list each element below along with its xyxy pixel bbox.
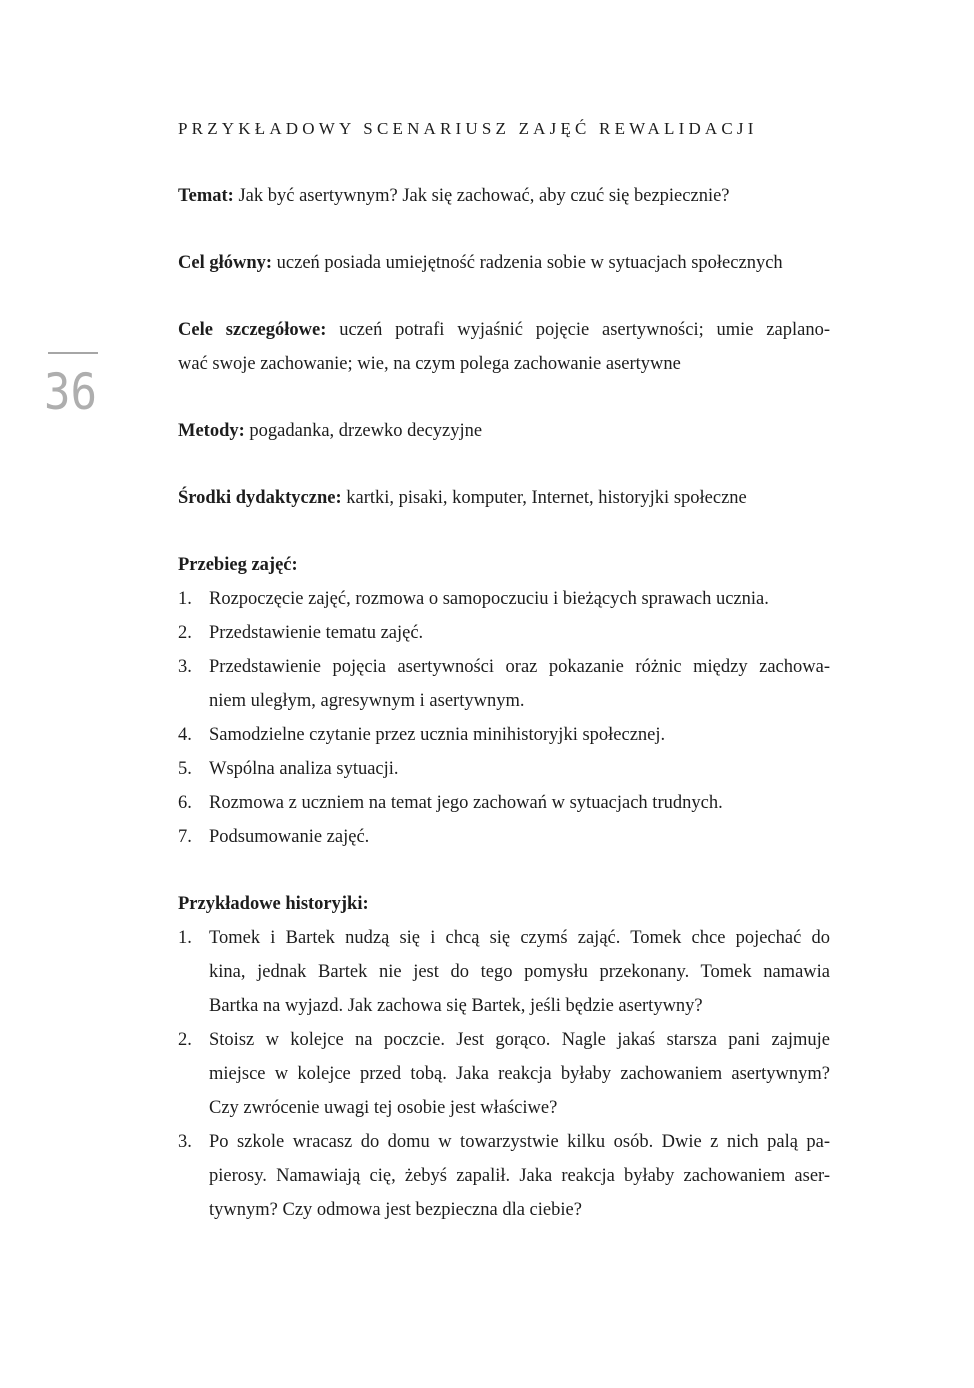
- section-srodki-dydaktyczne: [178, 481, 830, 515]
- list-item-line: pierosy. Namawiają cię, żebyś zapalił. Jaka reakcja byłaby zachowaniem aser-: [209, 1166, 830, 1186]
- list-item: [178, 820, 830, 854]
- list-item-number: 3.: [178, 1132, 192, 1152]
- list-item-line: Tomek i Bartek nudzą się i chcą się czymś zająć. Tomek chce pojechać do: [209, 928, 830, 948]
- section-przykladowe-historyjki: [178, 887, 830, 1227]
- list-item: [178, 1023, 830, 1125]
- list-item: [178, 752, 830, 786]
- list-item: [178, 786, 830, 820]
- folio: [44, 352, 114, 421]
- paragraph-line: Środki dydaktyczne: kartki, pisaki, komputer, Internet, historyjki społeczne: [178, 488, 747, 508]
- list-item-line: Podsumowanie zajęć.: [209, 827, 370, 847]
- list-item-number: 1.: [178, 928, 192, 948]
- list-item-number: 6.: [178, 793, 192, 813]
- list-item-number: 2.: [178, 1030, 192, 1050]
- paragraph-line: Metody: pogadanka, drzewko decyzyjne: [178, 421, 483, 441]
- list-item-line: kina, jednak Bartek nie jest do tego pomysłu przekonany. Tomek namawia: [209, 962, 830, 982]
- section-przebieg-zajec: [178, 548, 830, 854]
- page-number: 36: [44, 363, 97, 421]
- section-label: Środki dydaktyczne:: [178, 488, 342, 508]
- section-label: Temat:: [178, 186, 234, 206]
- section-label: Metody:: [178, 421, 245, 441]
- list-item-number: 3.: [178, 657, 192, 677]
- section-cele-szczegolowe: [178, 313, 830, 381]
- section-label: Cel główny:: [178, 253, 273, 273]
- numbered-list: [178, 582, 830, 854]
- paragraph-line: Cel główny: uczeń posiada umiejętność radzenia sobie w sytuacjach społecznych: [178, 253, 783, 273]
- list-item-line: Rozmowa z uczniem na temat jego zachowań w sytuacjach trudnych.: [209, 793, 723, 813]
- list-item-line: Samodzielne czytanie przez ucznia minihistoryjki społecznej.: [209, 725, 666, 745]
- list-item-number: 5.: [178, 759, 192, 779]
- sections: [178, 179, 830, 1227]
- list-item: [178, 1125, 830, 1227]
- list-item-number: 7.: [178, 827, 192, 847]
- text-column: [178, 112, 830, 1227]
- list-item-line: Wspólna analiza sytuacji.: [209, 759, 399, 779]
- list-item-line: Rozpoczęcie zajęć, rozmowa o samopoczuciu i bieżących sprawach ucznia.: [209, 589, 769, 609]
- list-item: [178, 921, 830, 1023]
- list-item-line: Stoisz w kolejce na poczcie. Jest gorąco. Nagle jakaś starsza pani zajmuje: [209, 1030, 830, 1050]
- list-item-line: niem uległym, agresywnym i asertywnym.: [209, 691, 525, 711]
- list-item-line: Po szkole wracasz do domu w towarzystwie kilku osób. Dwie z nich palą pa-: [209, 1132, 830, 1152]
- paragraph-line: wać swoje zachowanie; wie, na czym polega zachowanie asertywne: [178, 354, 681, 374]
- section-cel-glowny: [178, 246, 830, 280]
- list-item-line: miejsce w kolejce przed tobą. Jaka reakcja byłaby zachowaniem asertywnym?: [209, 1064, 830, 1084]
- folio-rule: [48, 352, 98, 354]
- list-heading: Przebieg zajęć:: [178, 555, 298, 575]
- list-item-line: tywnym? Czy odmowa jest bezpieczna dla ciebie?: [209, 1200, 582, 1220]
- section-metody: [178, 414, 830, 448]
- list-item: [178, 650, 830, 718]
- list-item-line: Bartka na wyjazd. Jak zachowa się Bartek, jeśli będzie asertywny?: [209, 996, 703, 1016]
- list-item-number: 4.: [178, 725, 192, 745]
- list-item-line: Czy zwrócenie uwagi tej osobie jest właściwe?: [209, 1098, 558, 1118]
- list-item-number: 2.: [178, 623, 192, 643]
- list-item-line: Przedstawienie tematu zajęć.: [209, 623, 424, 643]
- section-label: Cele szczegółowe:: [178, 320, 327, 340]
- chapter-header: PRZYKŁADOWY SCENARIUSZ ZAJĘĆ REWALIDACJI: [178, 119, 758, 138]
- list-heading: Przykładowe historyjki:: [178, 894, 369, 914]
- numbered-list: [178, 921, 830, 1227]
- list-item: [178, 718, 830, 752]
- section-temat: [178, 179, 830, 213]
- list-item-line: Przedstawienie pojęcia asertywności oraz pokazanie różnic między zachowa-: [209, 657, 830, 677]
- paragraph-line: Cele szczegółowe: uczeń potrafi wyjaśnić pojęcie asertywności; umie zaplano-: [178, 320, 830, 340]
- list-item: [178, 616, 830, 650]
- list-item-number: 1.: [178, 589, 192, 609]
- paragraph-line: Temat: Jak być asertywnym? Jak się zachować, aby czuć się bezpiecznie?: [178, 186, 730, 206]
- list-item: [178, 582, 830, 616]
